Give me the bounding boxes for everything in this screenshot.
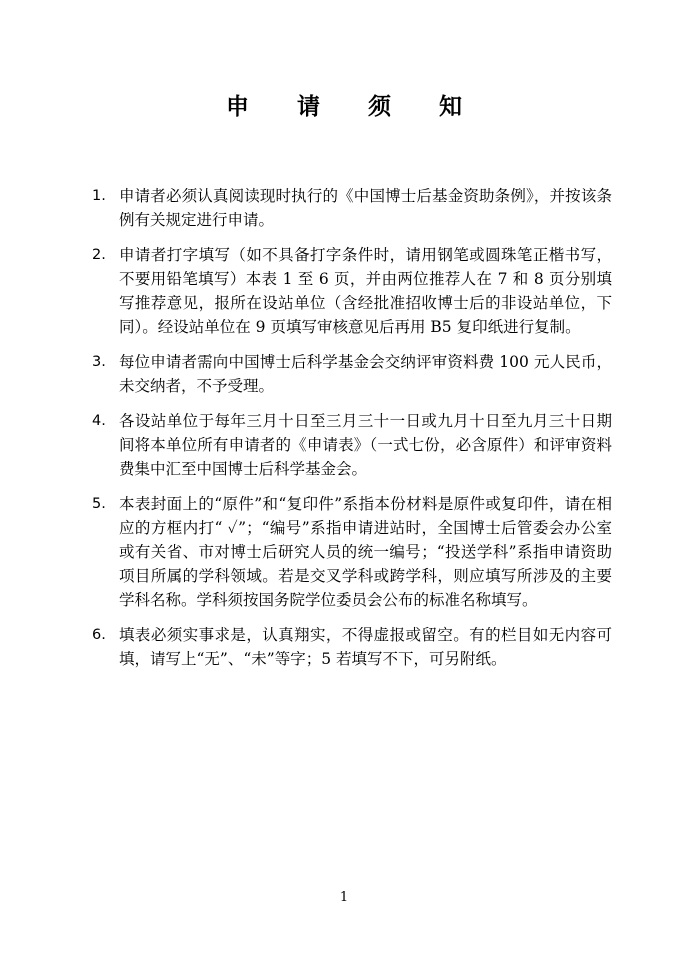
note-text: 申请者必须认真阅读现时执行的《中国博士后基金资助条例》，并按该条例有关规定进行申请。	[119, 187, 612, 229]
note-text: 各设站单位于每年三月十日至三月三十一日或九月十日至九月三十日期间将本单位所有申请者的《申请表》（一式七份，必含原件）和评审资料费集中汇至中国博士后科学基金会。	[119, 412, 612, 478]
note-item	[92, 184, 612, 232]
note-number: 5.	[92, 496, 106, 512]
page-title: 申 请 须 知	[225, 94, 483, 120]
note-number: 3.	[92, 354, 106, 370]
note-item	[92, 243, 612, 339]
note-number: 1.	[92, 188, 106, 204]
note-item	[92, 492, 612, 612]
notes-list	[92, 184, 612, 682]
note-number: 6.	[92, 627, 106, 643]
page-number: 1	[339, 890, 349, 905]
note-item	[92, 350, 612, 398]
note-text: 申请者打字填写（如不具备打字条件时，请用钢笔或圆珠笔正楷书写，不要用铅笔填写）本表 1 至 6 页，并由两位推荐人在 7 和 8 页分别填写推荐意见，报所在设站单位（含经批准招收博士后的非设站单位，下同）。经设站单位在 9 页填写审核意见后再用 B5 复印纸进行复制。	[119, 246, 612, 336]
note-item	[92, 623, 612, 671]
note-item	[92, 409, 612, 481]
note-text: 每位申请者需向中国博士后科学基金会交纳评审资料费 100 元人民币，未交纳者，不予受理。	[119, 353, 612, 395]
note-text: 本表封面上的“原件”和“复印件”系指本份材料是原件或复印件，请在相应的方框内打“ ✓”；“编号”系指申请进站时，全国博士后管委会办公室或有关省、市对博士后研究人员的统一编号；“投送学科”系指申请资助项目所属的学科领域。若是交叉学科或跨学科，则应填写所涉及的主要学科名称。学科须按国务院学位委员会公布的标准名称填写。	[119, 495, 612, 609]
note-text: 填表必须实事求是，认真翔实，不得虚报或留空。有的栏目如无内容可填，请写上“无”、“未”等字；5 若填写不下，可另附纸。	[119, 626, 612, 668]
note-number: 2.	[92, 247, 106, 263]
note-number: 4.	[92, 413, 106, 429]
